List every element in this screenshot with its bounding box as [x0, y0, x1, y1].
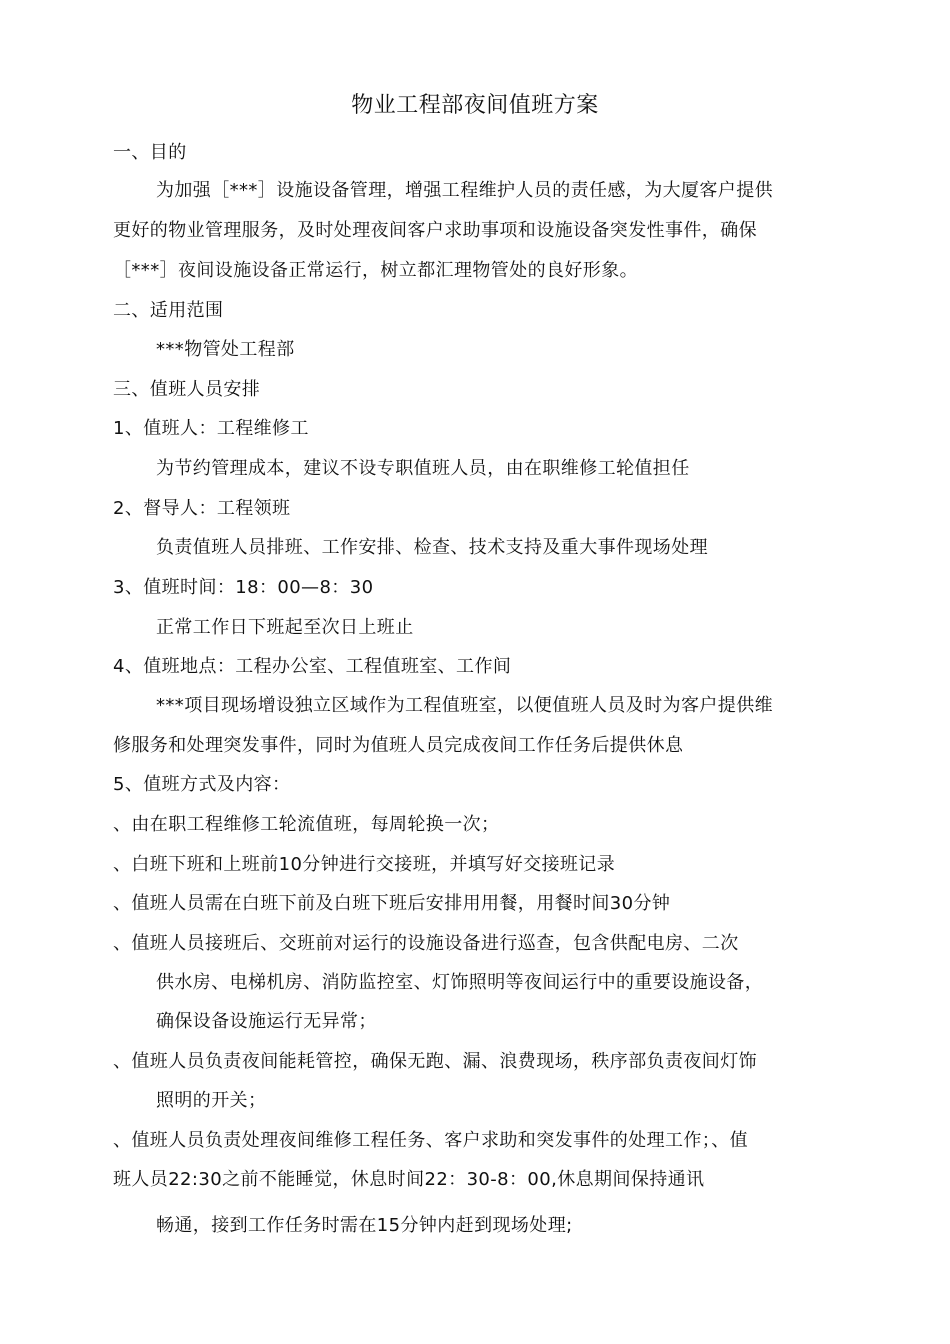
paragraph-line: 为加强［***］设施设备管理，增强工程维护人员的责任感，为大厦客户提供 [156, 180, 773, 201]
list-item: 、值班人员需在白班下前及白班下班后安排用用餐，用餐时间30分钟 [113, 893, 671, 914]
list-item-continuation: 班人员22:30之前不能睡觉，休息时间22：30-8：00,休息期间保持通讯 [113, 1169, 705, 1190]
item-heading: 1、值班人：工程维修工 [113, 418, 309, 439]
list-item: 、白班下班和上班前10分钟进行交接班，并填写好交接班记录 [113, 854, 616, 875]
paragraph-line: ［***］夜间设施设备正常运行，树立都汇理物管处的良好形象。 [113, 260, 638, 281]
list-item: 、由在职工程维修工轮流值班，每周轮换一次； [113, 814, 500, 835]
paragraph-line: 修服务和处理突发事件，同时为值班人员完成夜间工作任务后提供休息 [113, 735, 684, 756]
item-heading: 2、督导人：工程领班 [113, 498, 291, 519]
paragraph-line: ***项目现场增设独立区域作为工程值班室，以便值班人员及时为客户提供维 [156, 695, 773, 716]
document-title: 物业工程部夜间值班方案 [351, 93, 599, 118]
list-item: 、值班人员接班后、交班前对运行的设施设备进行巡查，包含供配电房、二次 [113, 933, 739, 954]
paragraph-line: 更好的物业管理服务，及时处理夜间客户求助事项和设施设备突发性事件，确保 [113, 220, 757, 241]
section-heading-scope: 二、适用范围 [113, 300, 224, 321]
list-item: 、值班人员负责夜间能耗管控，确保无跑、漏、浪费现场，秩序部负责夜间灯饰 [113, 1051, 757, 1072]
paragraph-line: 正常工作日下班起至次日上班止 [156, 617, 414, 638]
item-heading: 4、值班地点：工程办公室、工程值班室、工作间 [113, 656, 512, 677]
list-item-continuation: 畅通，接到工作任务时需在15分钟内赶到现场处理; [156, 1215, 573, 1236]
list-item-continuation: 照明的开关； [156, 1090, 267, 1111]
item-heading: 3、值班时间：18：00—8：30 [113, 577, 374, 598]
list-item-continuation: 供水房、电梯机房、消防监控室、灯饰照明等夜间运行中的重要设施设备， [156, 972, 764, 993]
list-item: 、值班人员负责处理夜间维修工程任务、客户求助和突发事件的处理工作；、值 [113, 1130, 748, 1151]
section-heading-staffing: 三、值班人员安排 [113, 379, 261, 400]
section-heading-purpose: 一、目的 [113, 142, 187, 163]
paragraph-line: 负责值班人员排班、工作安排、检查、技术支持及重大事件现场处理 [156, 537, 708, 558]
paragraph-line: ***物管处工程部 [156, 339, 295, 360]
item-heading: 5、值班方式及内容： [113, 774, 291, 795]
paragraph-line: 为节约管理成本，建议不设专职值班人员，由在职维修工轮值担任 [156, 458, 690, 479]
list-item-continuation: 确保设备设施运行无异常； [156, 1011, 377, 1032]
